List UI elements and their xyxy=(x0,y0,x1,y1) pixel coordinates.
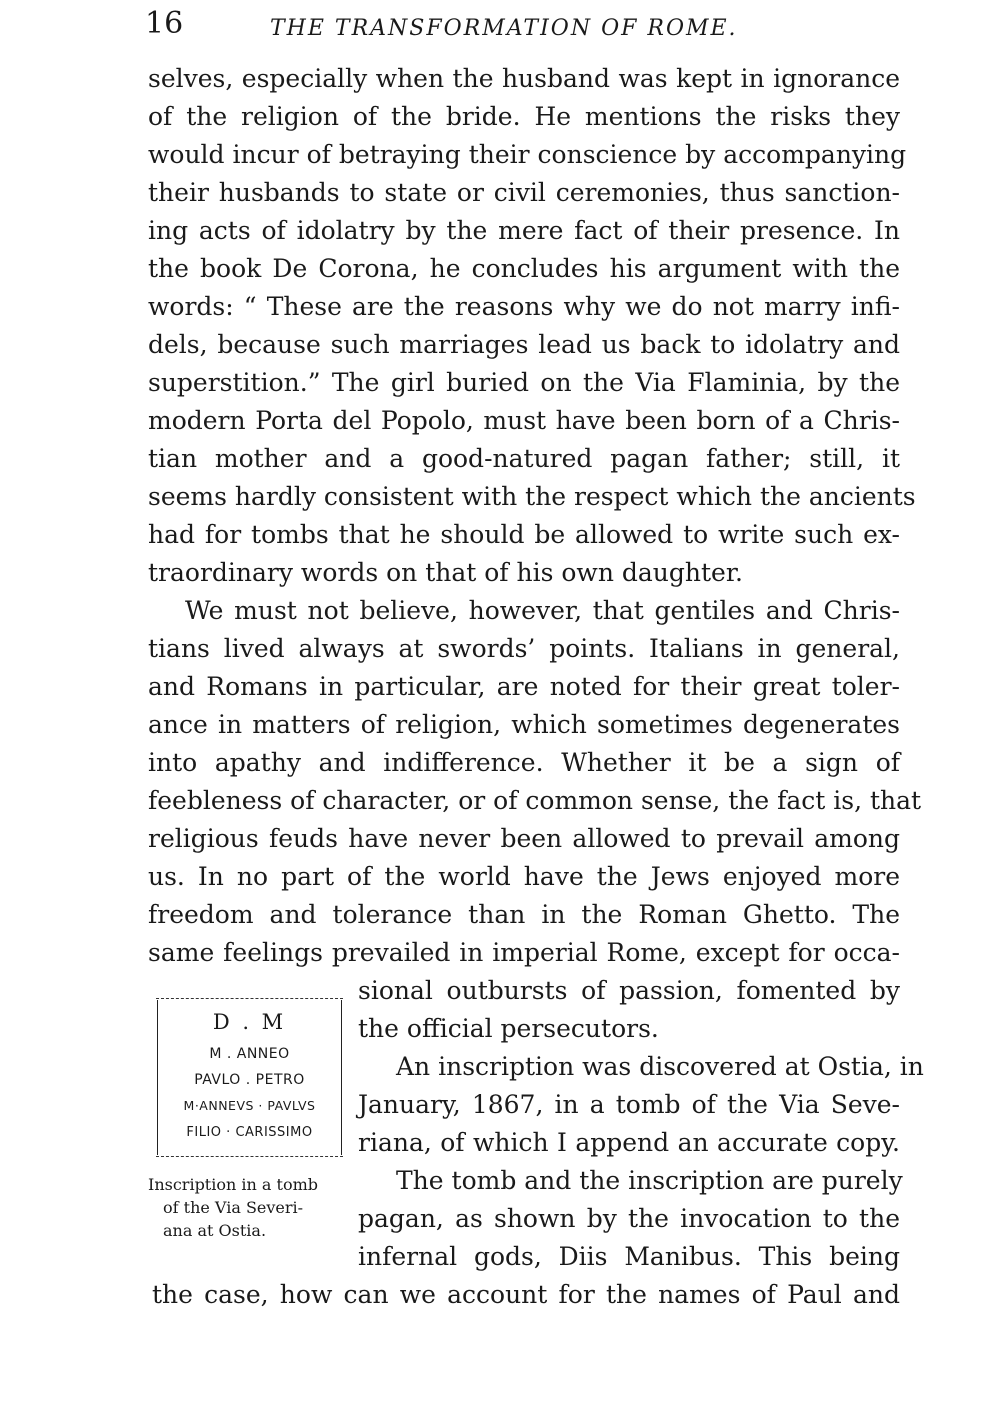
inscription-line: FILIO · CARISSIMO xyxy=(186,1125,313,1140)
text-line: superstition.” The girl buried on the Via Flaminia, by the xyxy=(148,368,900,397)
text-line: ing acts of idolatry by the mere fact of their presence. In xyxy=(148,216,900,245)
text-line: modern Porta del Popolo, must have been born of a Chris- xyxy=(148,406,900,435)
text-line: tians lived always at swords’ points. Italians in general, xyxy=(148,634,900,663)
text-line: their husbands to state or civil ceremonies, thus sanction- xyxy=(148,178,900,207)
text-line: The tomb and the inscription are purely xyxy=(396,1166,903,1195)
text-line: religious feuds have never been allowed to prevail among xyxy=(148,824,900,853)
inscription-line: M . ANNEO xyxy=(209,1046,290,1062)
text-line: into apathy and indifference. Whether it be a sign of xyxy=(148,748,900,777)
text-line: feebleness of character, or of common sense, the fact is, that xyxy=(148,786,922,815)
text-line: had for tombs that he should be allowed to write such ex- xyxy=(148,520,900,549)
text-line: dels, because such marriages lead us back to idolatry and xyxy=(148,330,900,359)
caption-line: ana at Ostia. xyxy=(163,1221,267,1240)
text-line: of the religion of the bride. He mentions the risks they xyxy=(148,102,900,131)
text-line: freedom and tolerance than in the Roman Ghetto. The xyxy=(148,900,900,929)
text-line: the case, how can we account for the names of Paul and xyxy=(152,1280,900,1309)
inscription-line: M·ANNEVS · PAVLVS xyxy=(183,1098,316,1113)
text-line: ance in matters of religion, which sometimes degenerates xyxy=(148,710,900,739)
text-line: words: “ These are the reasons why we do not marry infi- xyxy=(148,292,900,321)
inscription-line: PAVLO . PETRO xyxy=(194,1072,305,1088)
inscription-figure xyxy=(157,1000,342,1155)
text-line: the official persecutors. xyxy=(358,1014,659,1043)
text-line: infernal gods, Diis Manibus. This being xyxy=(358,1242,900,1271)
text-line: We must not believe, however, that gentiles and Chris- xyxy=(185,596,900,625)
text-line: riana, of which I append an accurate copy. xyxy=(358,1128,900,1157)
inscription-caption xyxy=(148,1173,348,1242)
text-line: the book De Corona, he concludes his argument with the xyxy=(148,254,900,283)
text-line: January, 1867, in a tomb of the Via Seve- xyxy=(358,1090,900,1119)
caption-line: Inscription in a tomb xyxy=(148,1175,318,1194)
text-line: us. In no part of the world have the Jews enjoyed more xyxy=(148,862,900,891)
text-line: An inscription was discovered at Ostia, in xyxy=(396,1052,924,1081)
running-title: THE TRANSFORMATION OF ROME. xyxy=(270,16,738,41)
text-line: selves, especially when the husband was kept in ignorance xyxy=(148,64,900,93)
caption-line: of the Via Severi- xyxy=(163,1198,304,1217)
inscription-line: D . M xyxy=(212,1010,287,1034)
text-line: seems hardly consistent with the respect which the ancients xyxy=(148,482,916,511)
text-line: same feelings prevailed in imperial Rome, except for occa- xyxy=(148,938,900,967)
text-line: tian mother and a good-natured pagan father; still, it xyxy=(148,444,900,473)
text-line: and Romans in particular, are noted for their great toler- xyxy=(148,672,900,701)
text-line: sional outbursts of passion, fomented by xyxy=(358,976,900,1005)
text-line: pagan, as shown by the invocation to the xyxy=(358,1204,900,1233)
page-number: 16 xyxy=(145,6,184,41)
text-line: traordinary words on that of his own daughter. xyxy=(148,558,743,587)
text-line: would incur of betraying their conscience by accompanying xyxy=(148,140,907,169)
